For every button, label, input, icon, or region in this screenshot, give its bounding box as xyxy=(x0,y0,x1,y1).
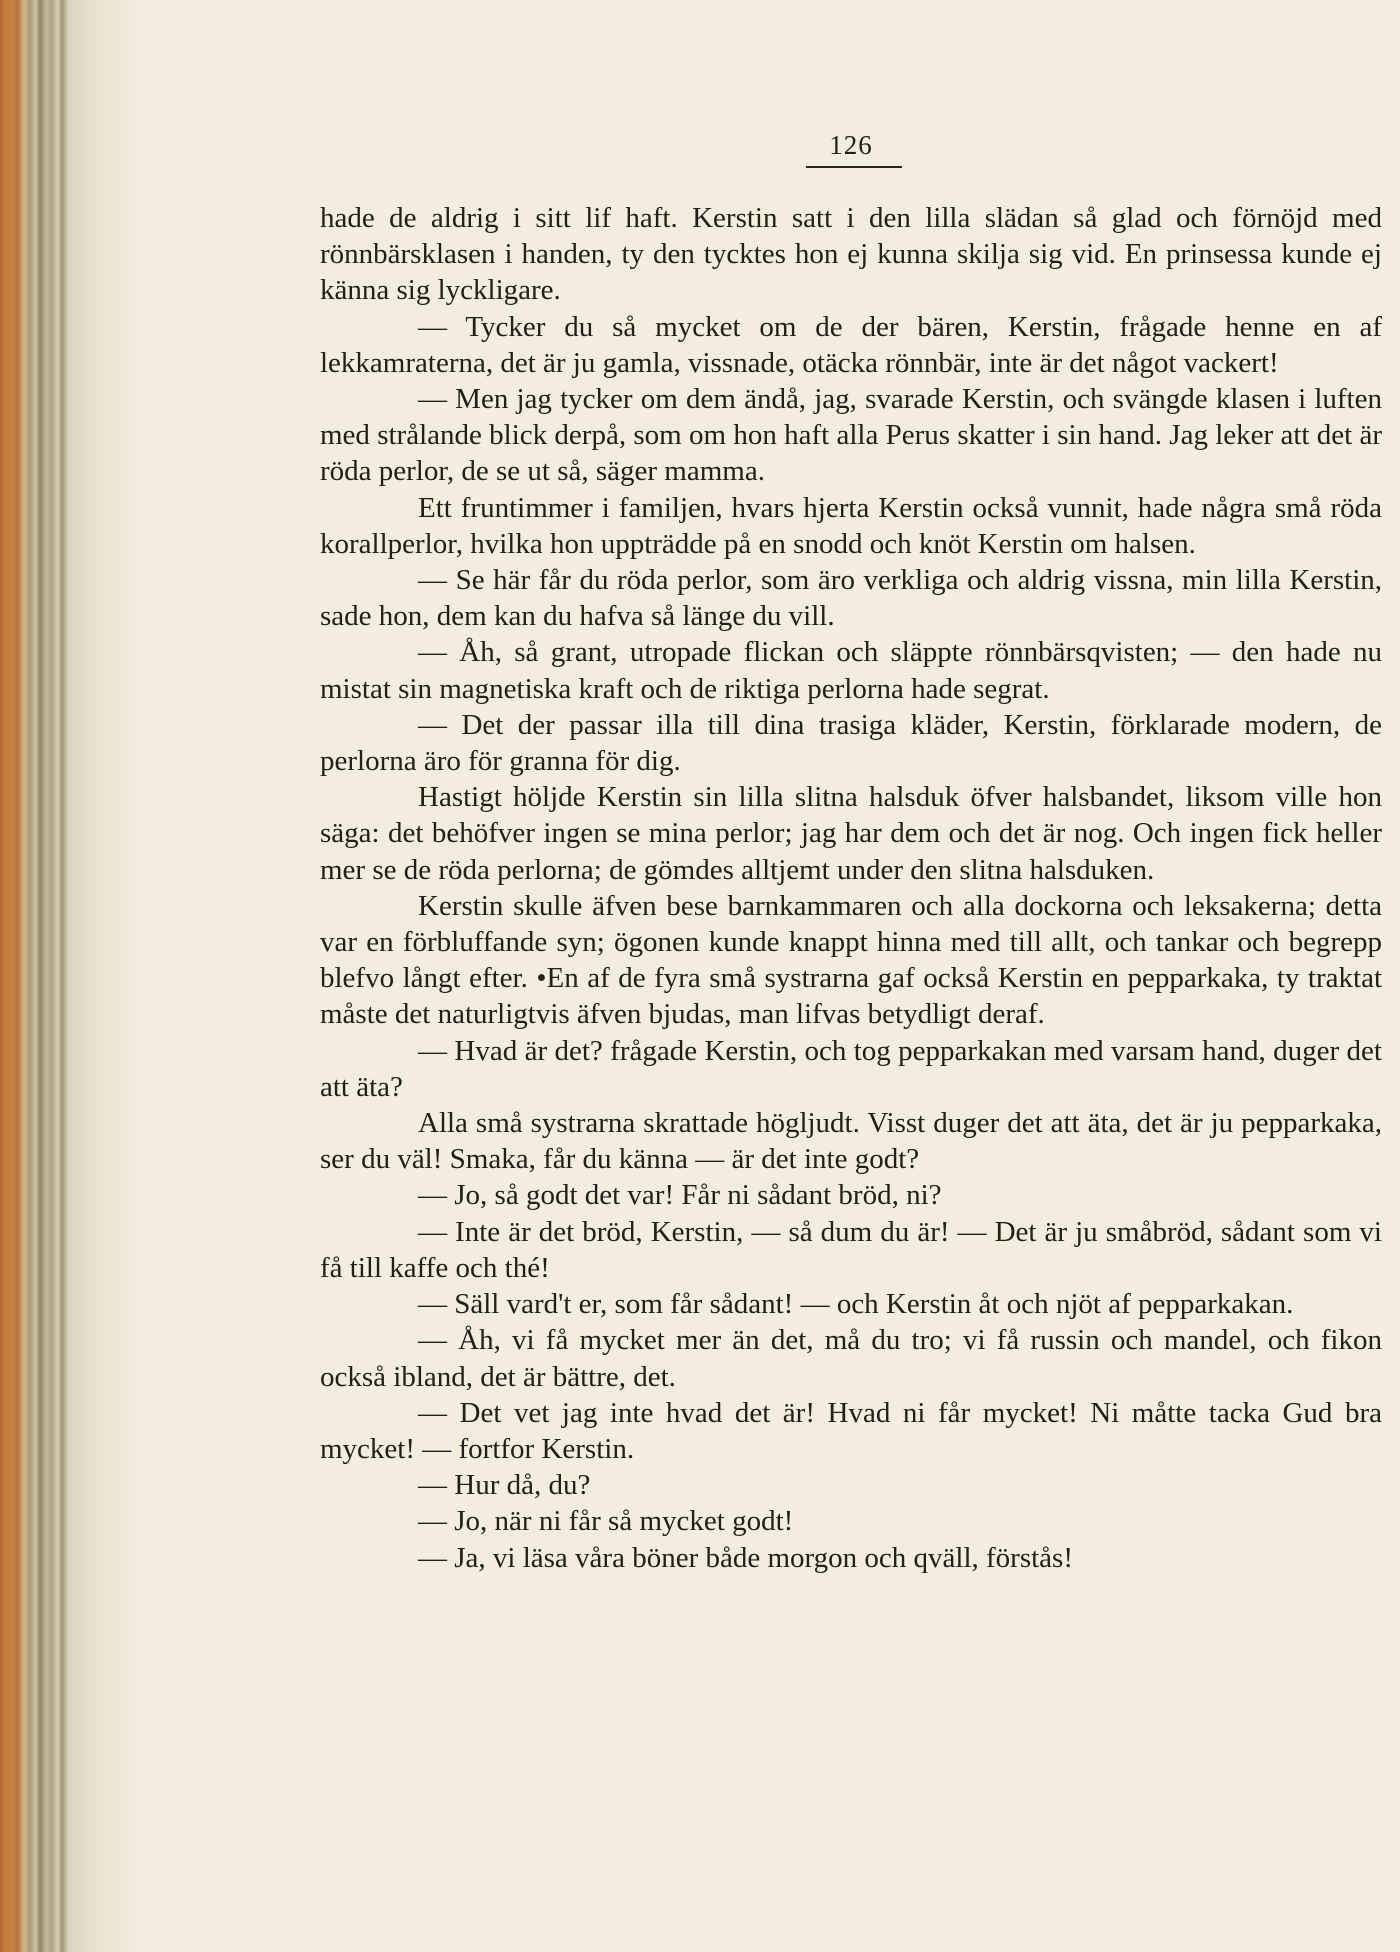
book-spine xyxy=(0,0,68,1952)
paragraph: — Hur då, du? xyxy=(418,1469,591,1502)
paragraph: — Jo, så godt det var! Får ni sådant bröd, ni? xyxy=(418,1179,942,1212)
paragraph: hade de aldrig i sitt lif haft. Kerstin satt i den lilla slädan så glad och förnöjd med rönnbärsklasen i handen, ty den tycktes hon ej kunna skilja sig vid. En prinsessa kunde ej känna sig lyckligare. xyxy=(320,202,1382,307)
paragraph: Hastigt höljde Kerstin sin lilla slitna halsduk öfver halsbandet, liksom ville hon säga: det behöfver ingen se mina perlor; jag har dem och det är nog. Och ingen fick heller mer se de röda perlorna; de gömdes alltjemt under den slitna halsduken. xyxy=(320,781,1382,886)
paragraph: — Tycker du så mycket om de der bären, Kerstin, frågade henne en af lekkamraterna, det är ju gamla, vissnade, otäcka rönnbär, inte är det något vackert! xyxy=(320,310,1382,379)
paragraph: — Det vet jag inte hvad det är! Hvad ni får mycket! Ni måtte tacka Gud bra mycket! — fortfor Kerstin. xyxy=(320,1396,1382,1465)
paragraph: Ett fruntimmer i familjen, hvars hjerta Kerstin också vunnit, hade några små röda korallperlor, hvilka hon uppträdde på en snodd och knöt Kerstin om halsen. xyxy=(320,491,1382,560)
paragraph: — Säll vard't er, som får sådant! — och Kerstin åt och njöt af pepparkakan. xyxy=(418,1288,1294,1321)
paragraph: — Åh, så grant, utropade flickan och släppte rönnbärsqvisten; — den hade nu mistat sin magnetiska kraft och de riktiga perlorna hade segrat. xyxy=(320,636,1382,705)
page-number: 126 xyxy=(829,130,873,160)
page-number-rule xyxy=(806,166,902,168)
paragraph: — Det der passar illa till dina trasiga kläder, Kerstin, förklarade modern, de perlorna äro för granna för dig. xyxy=(320,708,1382,778)
page-body xyxy=(320,200,1382,1576)
paragraph: Kerstin skulle äfven bese barnkammaren och alla dockorna och leksakerna; detta var en förbluffande syn; ögonen kunde knappt hinna med till allt, och tankar och begrepp blefvo långt efter. •En af de fyra små systrarna gaf också Kerstin en pepparkaka, ty traktat måste det naturligtvis äfven bjudas, man lifvas betydligt deraf. xyxy=(320,889,1382,1031)
paragraph: Alla små systrarna skrattade högljudt. Visst duger det att äta, det är ju pepparkaka, ser du väl! Smaka, får du känna — är det inte godt? xyxy=(320,1107,1382,1176)
paragraph: — Men jag tycker om dem ändå, jag, svarade Kerstin, och svängde klasen i luften med strålande blick derpå, som om hon haft alla Perus skatter i sin hand. Jag leker att det är röda perlor, de se ut så, säger mamma. xyxy=(320,383,1382,488)
paragraph: — Jo, när ni får så mycket godt! xyxy=(418,1505,794,1538)
page-edge-shadow xyxy=(68,0,138,1952)
paragraph: — Åh, vi få mycket mer än det, må du tro; vi få russin och mandel, och fikon också ibland, det är bättre, det. xyxy=(320,1324,1382,1393)
paragraph: — Hvad är det? frågade Kerstin, och tog pepparkakan med varsam hand, duger det att äta? xyxy=(320,1034,1382,1103)
paragraph: — Ja, vi läsa våra böner både morgon och qväll, förstås! xyxy=(418,1541,1073,1574)
paragraph: — Inte är det bröd, Kerstin, — så dum du är! — Det är ju småbröd, sådant som vi få till kaffe och thé! xyxy=(320,1215,1382,1284)
paragraph: — Se här får du röda perlor, som äro verkliga och aldrig vissna, min lilla Kerstin, sade hon, dem kan du hafva så länge du vill. xyxy=(320,564,1382,633)
